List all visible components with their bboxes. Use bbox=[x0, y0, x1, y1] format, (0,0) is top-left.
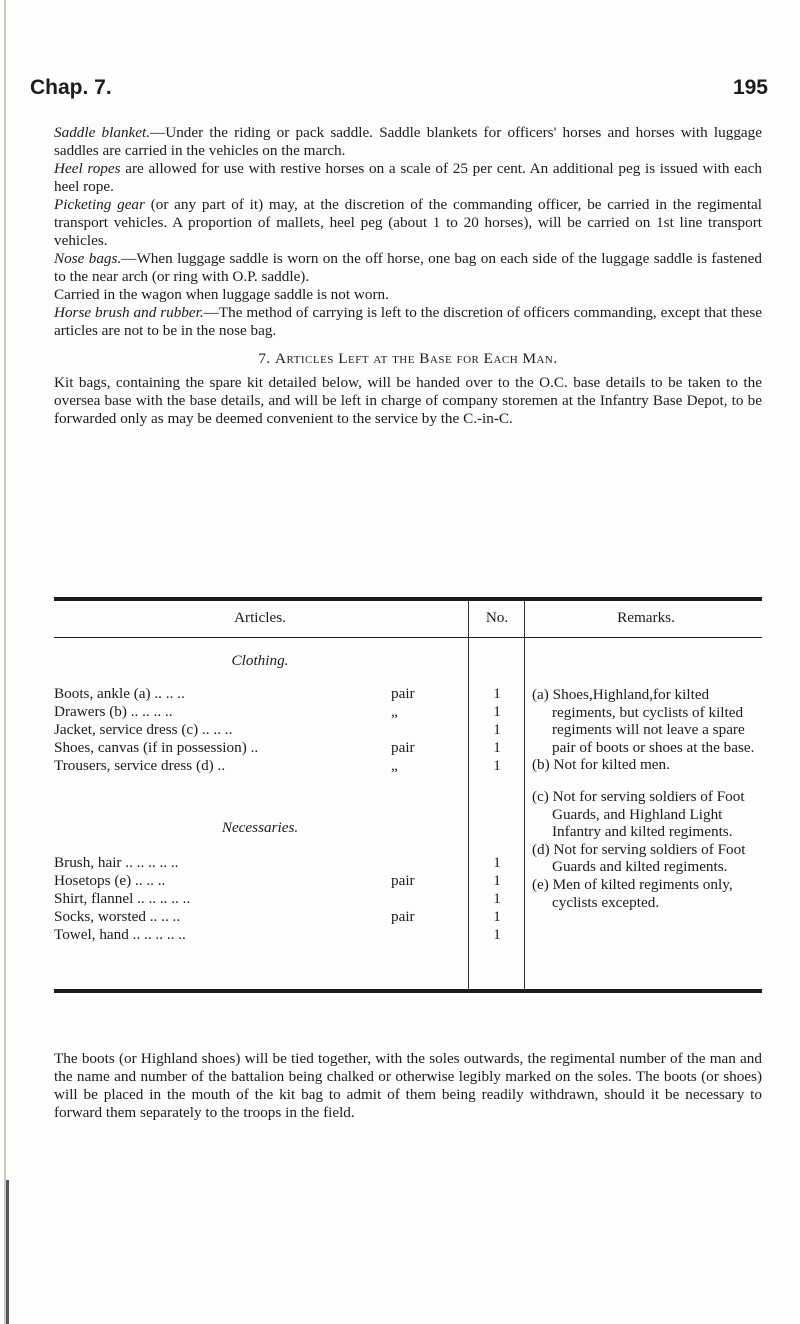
table-row: Shirt, flannel .. .. .. .. .. 1 bbox=[54, 890, 501, 907]
paragraph-saddle-blanket: Saddle blanket.—Under the riding or pack saddle. Saddle blankets for officers' horses and horses with luggage saddles are carried in the vehicles on the march. bbox=[54, 124, 762, 159]
header-no: No. bbox=[485, 609, 509, 626]
table-row: Drawers (b) .. .. .. .. „ 1 bbox=[54, 703, 501, 720]
body-text bbox=[54, 124, 762, 428]
section-heading bbox=[54, 350, 762, 368]
remark-d: (d) Not for serving soldiers of Foot Guards and kilted regiments. bbox=[532, 840, 746, 876]
remark-c: (c) Not for serving soldiers of Foot Guards, and Highland Light Infantry and kilted regiments. bbox=[532, 787, 745, 841]
paragraph-nose-bags: Nose bags.—When luggage saddle is worn on the off horse, one bag on each side of the luggage saddle is fastened to the near arch (or ring with O.P. saddle). bbox=[54, 250, 762, 285]
paragraph-heel-ropes: Heel ropes are allowed for use with restive horses on a scale of 25 per cent. An additional peg is issued with each heel rope. bbox=[54, 160, 762, 195]
section-number: 7. bbox=[258, 350, 271, 367]
table-bottom-rule bbox=[54, 989, 762, 993]
table-row: Jacket, service dress (c) .. .. .. 1 bbox=[54, 721, 501, 738]
paragraph-horse-brush: Horse brush and rubber.—The method of carrying is left to the discretion of officers commanding, except that these articles are not to be in the nose bag. bbox=[54, 304, 762, 339]
table-header-rule bbox=[54, 637, 762, 638]
remark-a: (a) Shoes,Highland,for kilted regiments, but cyclists of kilted regiments will not leave a spare pair of boots or shoes at the base. bbox=[532, 686, 755, 756]
table-row: Shoes, canvas (if in possession) .. pair 1 bbox=[54, 739, 501, 756]
articles-table bbox=[54, 597, 762, 993]
paragraph-wagon: Carried in the wagon when luggage saddle is not worn. bbox=[54, 286, 389, 303]
running-header bbox=[30, 76, 768, 106]
term-picketing-gear: Picketing gear bbox=[54, 196, 145, 213]
remarks-column bbox=[532, 686, 758, 911]
header-articles: Articles. bbox=[234, 609, 286, 626]
paragraph-picketing-gear: Picketing gear (or any part of it) may, at the discretion of the commanding officer, be carried in the regimental transport vehicles. A proportion of mallets, heel peg (about 1 to 20 horses), will be carried on 1st line transport vehicles. bbox=[54, 196, 763, 249]
paragraph-boots: The boots (or Highland shoes) will be tied together, with the soles outwards, the regimental number of the man and the name and number of the battalion being chalked or otherwise legibly marked on the soles. The boots (or shoes) will be placed in the mouth of the kit bag to admit of them being readily withdrawn, should it be necessary to forward them separately to the troops in the field. bbox=[54, 1050, 762, 1122]
term-nose-bags: Nose bags. bbox=[54, 250, 122, 267]
term-heel-ropes: Heel ropes bbox=[54, 160, 121, 177]
table-top-rule bbox=[54, 597, 762, 601]
table-row: Trousers, service dress (d) .. „ 1 bbox=[54, 757, 501, 774]
table-row: Brush, hair .. .. .. .. .. 1 bbox=[54, 854, 501, 871]
section-title: Articles Left at the Base for Each Man. bbox=[275, 350, 558, 367]
binding-shadow bbox=[6, 1180, 9, 1324]
table-row: Socks, worsted .. .. .. pair 1 bbox=[54, 908, 501, 925]
paragraph-kit-bags: Kit bags, containing the spare kit detailed below, will be handed over to the O.C. base details to be taken to the oversea base with the base details, and will be left in charge of company storemen at the Infantry Base Depot, to be forwarded only as may be deemed convenient to the service by the C.-in-C. bbox=[54, 374, 762, 427]
page-edge bbox=[4, 0, 6, 1324]
subheading-necessaries: Necessaries. bbox=[221, 819, 299, 836]
remark-b: (b) Not for kilted men. bbox=[532, 756, 670, 774]
table-row: Boots, ankle (a) .. .. .. pair 1 bbox=[54, 685, 501, 702]
column-divider-no bbox=[524, 601, 525, 989]
term-saddle-blanket: Saddle blanket. bbox=[54, 124, 151, 141]
subheading-clothing: Clothing. bbox=[231, 652, 289, 669]
table-row: Hosetops (e) .. .. .. pair 1 bbox=[54, 872, 501, 889]
page-number: 195 bbox=[732, 76, 768, 99]
chapter-label: Chap. 7. bbox=[30, 76, 112, 99]
remark-e: (e) Men of kilted regiments only, cyclists excepted. bbox=[532, 875, 733, 911]
term-horse-brush: Horse brush and rubber. bbox=[54, 304, 204, 321]
table-row: Towel, hand .. .. .. .. .. 1 bbox=[54, 926, 501, 943]
header-remarks: Remarks. bbox=[617, 609, 675, 626]
